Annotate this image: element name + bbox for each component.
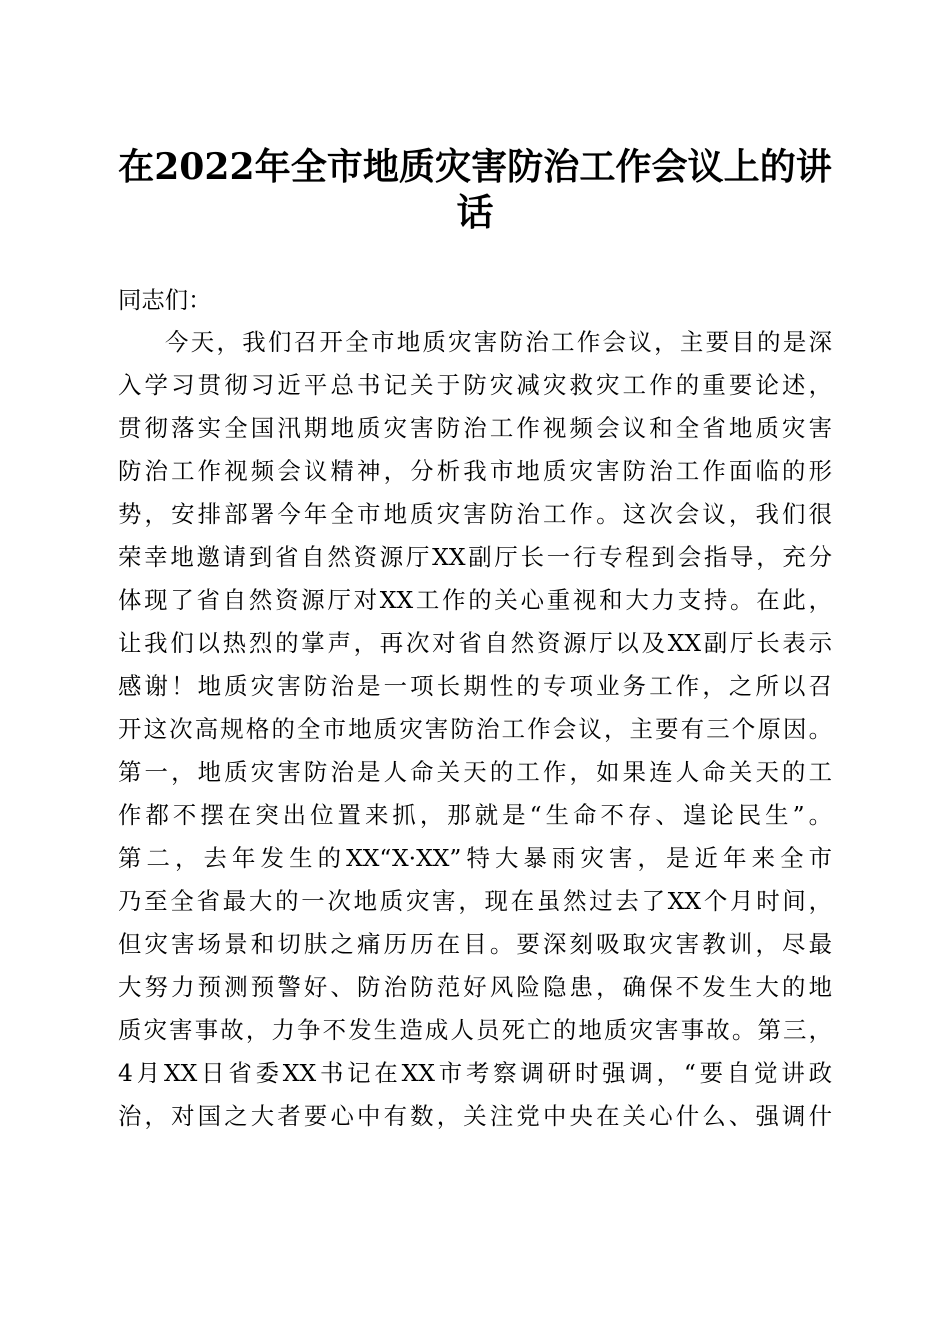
body-line: 让我们以热烈的掌声，再次对省自然资源厅以及XX副厅长表示 [118,629,832,657]
body-line: 治，对国之大者要心中有数，关注党中央在关心什么、强调什 [118,1102,832,1130]
body-line: 体现了省自然资源厅对XX工作的关心重视和大力支持。在此， [118,586,832,614]
body-line: 贯彻落实全国汛期地质灾害防治工作视频会议和全省地质灾害 [118,414,832,442]
body-line: 防治工作视频会议精神，分析我市地质灾害防治工作面临的形 [118,457,832,485]
body-line: 开这次高规格的全市地质灾害防治工作会议，主要有三个原因。 [118,715,832,743]
body-line: 今天，我们召开全市地质灾害防治工作会议，主要目的是深 [165,328,832,356]
salutation: 同志们： [118,286,212,314]
body-line: 势，安排部署今年全市地质灾害防治工作。这次会议，我们很 [118,500,832,528]
body-line: 但灾害场景和切肤之痛历历在目。要深刻吸取灾害教训，尽最 [118,930,832,958]
body-line: 荣幸地邀请到省自然资源厅XX副厅长一行专程到会指导，充分 [118,543,832,571]
body-line: 大努力预测预警好、防治防范好风险隐患，确保不发生大的地 [118,973,832,1001]
body-line: 质灾害事故，力争不发生造成人员死亡的地质灾害事故。第三， [118,1016,832,1044]
body-line: 4月XX日省委XX书记在XX市考察调研时强调，“要自觉讲政 [118,1059,832,1087]
document-title-line-2: 话 [456,190,494,234]
body-line: 入学习贯彻习近平总书记关于防灾减灾救灾工作的重要论述， [118,371,832,399]
body-line: 第二，去年发生的XX“X·XX”特大暴雨灾害，是近年来全市 [118,844,832,872]
body-line: 感谢！地质灾害防治是一项长期性的专项业务工作，之所以召 [118,672,832,700]
document-title-line-1: 在2022年全市地质灾害防治工作会议上的讲 [118,145,832,188]
body-line: 乃至全省最大的一次地质灾害，现在虽然过去了XX个月时间， [118,887,832,915]
body-line: 第一，地质灾害防治是人命关天的工作，如果连人命关天的工 [118,758,832,786]
body-line: 作都不摆在突出位置来抓，那就是“生命不存、遑论民生”。 [118,801,832,829]
